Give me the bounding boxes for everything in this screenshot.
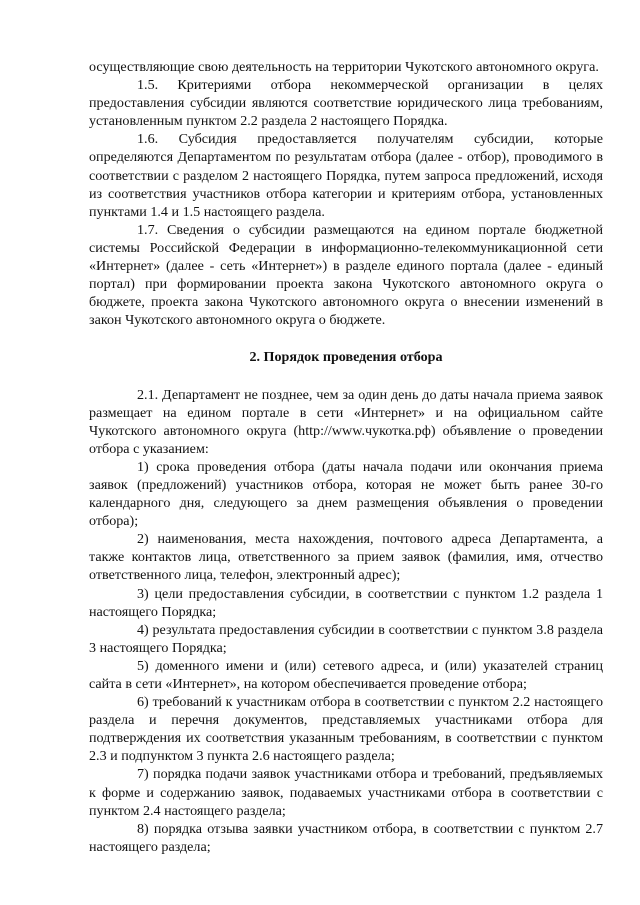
paragraph-1-6: 1.6. Субсидия предоставляется получателям субсидии, которые определяются Департаментом по результатам отбора (далее - отбор), проводимого в соответствии с разделом 2 настоящего Порядка, путем запроса предложений, исходя из соответствия участников отбора категории и критериям отбора, установленных пунктами 1.4 и 1.5 настоящего раздела. — [89, 131, 603, 220]
document-page — [89, 58, 603, 856]
section-heading: 2. Порядок проведения отбора — [249, 349, 443, 366]
list-item-4: 4) результата предоставления субсидии в соответствии с пунктом 3.8 раздела 3 настоящего Порядка; — [89, 621, 603, 656]
paragraph-1-7: 1.7. Сведения о субсидии размещаются на едином портале бюджетной системы Российской Федерации в информационно-телекоммуникационной сети «Интернет» (далее - сеть «Интернет») в разделе единого портала (далее - единый портал) при формировании проекта закона Чукотского автономного округа о бюджете, проекта закона Чукотского автономного округа о внесении изменений в закон Чукотского автономного округа о бюджете. — [89, 221, 603, 329]
paragraph-1-5: 1.5. Критериями отбора некоммерческой организации в целях предоставления субсидии являются соответствие юридического лица требованиям, установленным пунктом 2.2 раздела 2 настоящего Порядка. — [89, 77, 603, 130]
list-item-1: 1) срока проведения отбора (даты начала подачи или окончания приема заявок (предложений) участников отбора, которая не может быть ранее 30-го календарного дня, следующего за днем размещения объявления о проведении отбора); — [89, 458, 603, 530]
list-item-8: 8) порядка отзыва заявки участником отбора, в соответствии с пунктом 2.7 настоящего раздела; — [89, 820, 603, 855]
list-item-7: 7) порядка подачи заявок участниками отбора и требований, предъявляемых к форме и содержанию заявок, подаваемых участниками отбора в соответствии с пунктом 2.4 настоящего раздела; — [89, 766, 603, 819]
list-item-3: 3) цели предоставления субсидии, в соответствии с пунктом 1.2 раздела 1 настоящего Порядка; — [89, 585, 603, 620]
paragraph-continuation: осуществляющие свою деятельность на территории Чукотского автономного округа. — [89, 59, 599, 75]
list-item-2: 2) наименования, места нахождения, почтового адреса Департамента, а также контактов лица, ответственного за прием заявок (фамилия, имя, отчество ответственного лица, телефон, электронный адрес); — [89, 531, 603, 584]
list-item-6: 6) требований к участникам отбора в соответствии с пунктом 2.2 настоящего раздела и перечня документов, представляемых участниками отбора для подтверждения их соответствия указанным требованиям, в соответствии с пунктом 2.3 и подпунктом 3 пункта 2.6 настоящего раздела; — [89, 694, 603, 765]
paragraph-2-1: 2.1. Департамент не позднее, чем за один день до даты начала приема заявок размещает на едином портале в сети «Интернет» и на официальном сайте Чукотского автономного округа (http://www.чукотка.рф) объявление о проведении отбора с указанием: — [89, 386, 603, 457]
list-item-5: 5) доменного имени и (или) сетевого адреса, и (или) указателей страниц сайта в сети «Интернет», на котором обеспечивается проведение отбора; — [89, 657, 603, 692]
